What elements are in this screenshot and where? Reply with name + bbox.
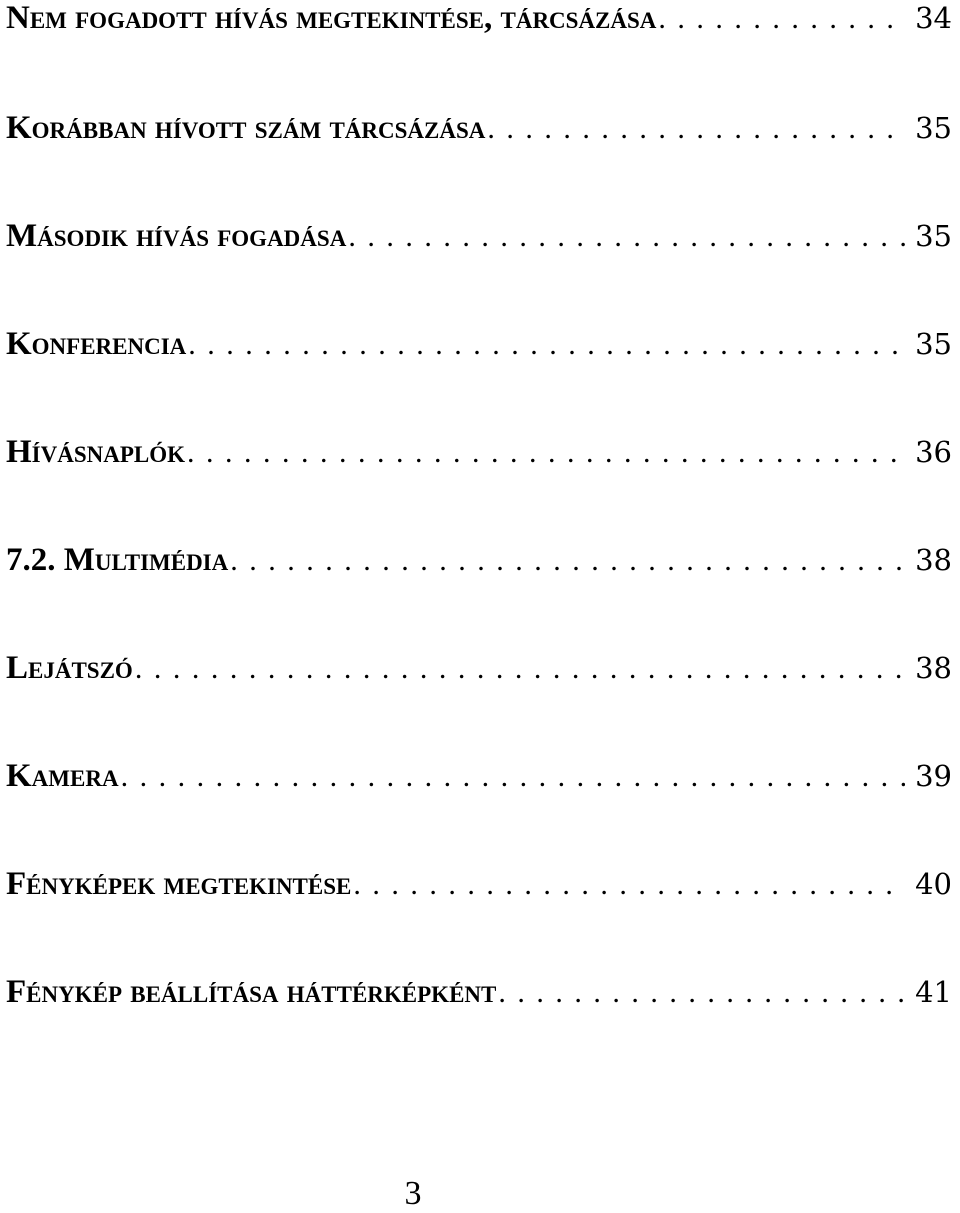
toc-entry-title: Konferencia (6, 326, 187, 362)
page-number: 3 (404, 1175, 422, 1212)
toc-entry[interactable] (6, 758, 952, 798)
toc-entry-title: 7.2. Multimédia (6, 542, 229, 578)
toc-entry[interactable] (6, 434, 952, 474)
toc-entry-page: 40 (915, 867, 952, 901)
toc-entry-title: Fénykép beállítása háttérképként (6, 974, 497, 1010)
toc-entry-page: 34 (915, 1, 952, 35)
toc-dot-leader (230, 544, 905, 578)
toc-dot-leader (658, 2, 905, 36)
toc-entry[interactable] (6, 974, 952, 1014)
toc-entry-title: Korábban hívott szám tárcsázása (6, 110, 486, 146)
toc-entry[interactable] (6, 110, 952, 150)
toc-entry-page: 38 (915, 651, 952, 685)
toc-entry[interactable] (6, 650, 952, 690)
toc-entry-page: 36 (915, 435, 952, 469)
toc-entry-page: 38 (915, 543, 952, 577)
toc-entry[interactable] (6, 218, 952, 258)
toc-entry-page: 35 (915, 219, 952, 253)
toc-entry-page: 35 (915, 111, 952, 145)
toc-entry-title: Hívásnaplók (6, 434, 186, 470)
toc-entry[interactable] (6, 0, 952, 40)
toc-dot-leader (353, 868, 905, 902)
toc-entry[interactable] (6, 542, 952, 582)
toc-entry-title: Kamera (6, 758, 119, 794)
toc-entry-title: Fényképek megtekintése (6, 866, 352, 902)
toc-dot-leader (188, 328, 905, 362)
toc-dot-leader (348, 220, 905, 254)
toc-dot-leader (135, 652, 905, 686)
toc-entry-page: 35 (915, 327, 952, 361)
toc-dot-leader (498, 976, 905, 1010)
toc-entry[interactable] (6, 866, 952, 906)
toc-entry[interactable] (6, 326, 952, 366)
toc-dot-leader (187, 436, 905, 470)
toc-entry-title: Lejátszó (6, 650, 133, 686)
toc-dot-leader (487, 112, 905, 146)
toc-entry-title: Nem fogadott hívás megtekintése, tárcsázása (6, 0, 657, 36)
toc-dot-leader (121, 760, 906, 794)
toc-entry-page: 41 (915, 975, 952, 1009)
toc-entry-page: 39 (915, 759, 952, 793)
toc-entry-title: Második hívás fogadása (6, 218, 347, 254)
